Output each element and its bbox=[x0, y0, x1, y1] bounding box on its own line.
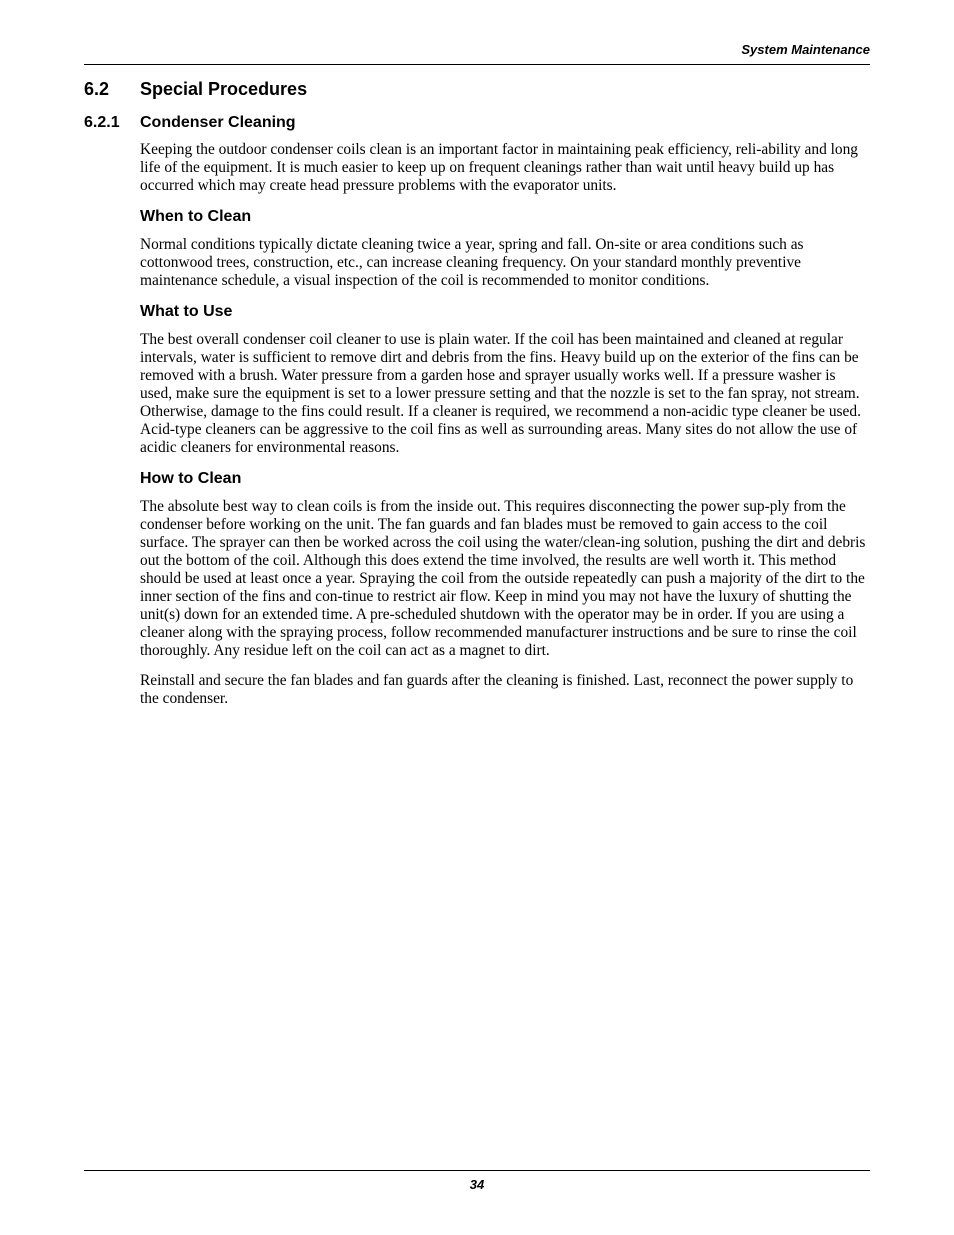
what-to-use-paragraph: The best overall condenser coil cleaner to use is plain water. If the coil has been maintained and cleaned at regular intervals, water is sufficient to remove dirt and debris from the fins. Heavy build up on the exterior of the fins can be removed with a brush. Water pressure from a garden hose and sprayer usually works well. If a pressure washer is used, make sure the equipment is set to a lower pressure setting and that the nozzle is set to the fan spray, not stream. Otherwise, damage to the fins could result. If a cleaner is required, we recommend a non-acidic type cleaner be used. Acid-type cleaners can be aggressive to the coil fins as well as surrounding areas. Many sites do not allow the use of acidic cleaners for environmental reasons. bbox=[140, 331, 861, 456]
what-to-use-heading: What to Use bbox=[140, 303, 233, 320]
when-to-clean-paragraph: Normal conditions typically dictate cleaning twice a year, spring and fall. On-site or area conditions such as cottonwood trees, construction, etc., can increase cleaning frequency. On your standard monthly preventive maintenance schedule, a visual inspection of the coil is recommended to monitor conditions. bbox=[140, 236, 804, 289]
section-number: 6.2 bbox=[84, 79, 110, 99]
subsection-heading bbox=[84, 114, 296, 132]
how-to-clean-heading: How to Clean bbox=[140, 470, 242, 487]
intro-paragraph: Keeping the outdoor condenser coils clean is an important factor in maintaining peak efficiency, reli-ability and long life of the equipment. It is much easier to keep up on frequent cleanings rather than wait until heavy build up has occurred which may create head pressure problems with the evaporator units. bbox=[140, 141, 858, 194]
section-heading bbox=[84, 79, 307, 100]
reinstall-paragraph: Reinstall and secure the fan blades and fan guards after the cleaning is finished. Last, reconnect the power supply to the condenser. bbox=[140, 672, 854, 707]
running-header-title: System Maintenance bbox=[741, 42, 870, 57]
header-rule bbox=[84, 64, 870, 65]
subsection-title: Condenser Cleaning bbox=[140, 114, 296, 131]
footer-rule bbox=[84, 1170, 870, 1171]
body-content bbox=[140, 141, 870, 720]
section-title: Special Procedures bbox=[140, 79, 308, 99]
page-number: 34 bbox=[469, 1177, 485, 1192]
when-to-clean-heading: When to Clean bbox=[140, 208, 252, 225]
subsection-number: 6.2.1 bbox=[84, 114, 120, 131]
how-to-clean-paragraph: The absolute best way to clean coils is from the inside out. This requires disconnecting the power sup-ply from the condenser before working on the unit. The fan guards and fan blades must be removed to gain access to the coil surface. The sprayer can then be worked across the coil using the water/clean-ing solution, pushing the dirt and debris out the bottom of the coil. Although this does extend the time involved, the results are well worth it. This method should be used at least once a year. Spraying the coil from the outside repeatedly can push a majority of the dirt to the inner section of the fins and con-tinue to restrict air flow. Keep in mind you may not have the luxury of shutting the unit(s) down for an extended time. A pre-scheduled shutdown with the operator may be in order. If you are using a cleaner along with the spraying process, follow recommended manufacturer instructions and be sure to rinse the coil thoroughly. Any residue left on the coil can act as a magnet to dirt. bbox=[140, 498, 866, 659]
